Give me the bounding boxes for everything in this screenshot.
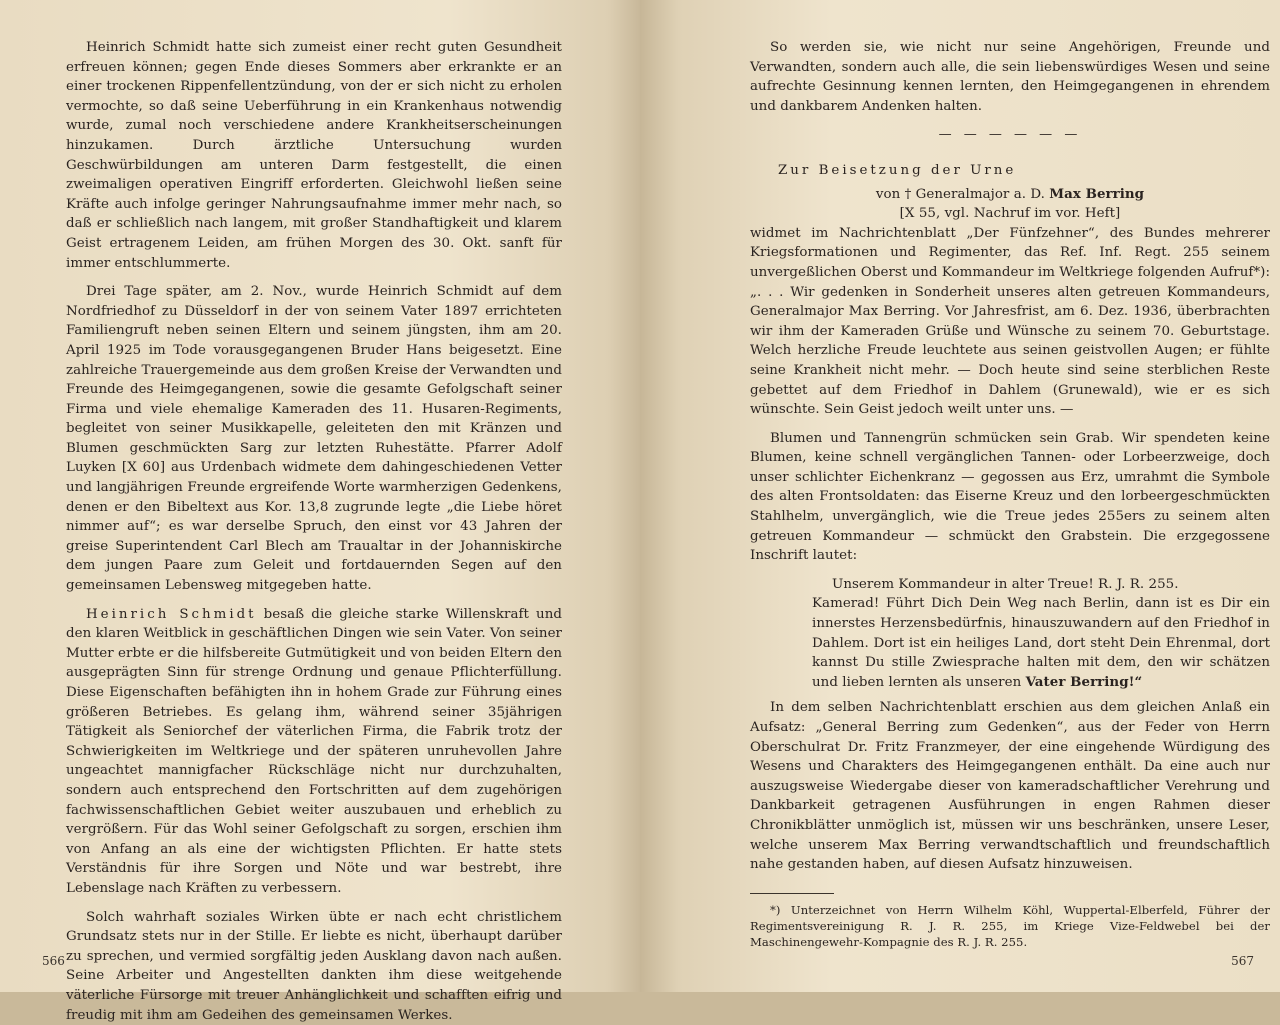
paragraph-body: besaß die gleiche starke Willenskraft und den klaren Weitblick in geschäftlichen Dingen wie sein Vater. Von seiner Mutter erbte er die hilfsbereite Gutmütigkeit und von beiden Eltern den ausgeprägten Sinn für strenge Ordnung und genaue Pflichterfüllung. Diese Eigenschaften befähigten ihn in hohem Grade zur Führung eines größeren Betriebes. Es gelang ihm, während seiner 35jährigen Tätigkeit als Seniorchef der väterlichen Firma, die Fabrik trotz der Schwierigkeiten im Weltkriege und der späteren unruhevollen Jahre ungeachtet mannigfacher Rückschläge nicht nur durchzuhalten, sondern auch entsprechend den Fortschritten auf dem zugehörigen fachwissenschaftlichen Gebiet weiter auszubauen und erheblich zu vergrößern. Für das Wohl seiner Gefolgschaft zu sorgen, erschien ihm von Anfang an als eine der wichtigsten Pflichten. Er hatte stets Verständnis für ihre Sorgen und Nöte und war bestrebt, ihre Lebenslage nach Kräften zu verbessern. xyxy=(66,606,562,896)
quote-bold: Vater Berring!“ xyxy=(1025,673,1143,690)
footnote: *) Unterzeichnet von Herrn Wilhelm Köhl, Wuppertal-Elberfeld, Führer der Regimentsvereinigung R. J. R. 255, im Kriege Vize-Feldwebel bei der Maschinengewehr-Kompagnie des R. J. R. 255. xyxy=(750,902,1270,949)
subhead-reference: [X 55, vgl. Nachruf im vor. Heft] xyxy=(899,206,1121,222)
paragraph xyxy=(66,605,562,899)
quote-line: Unserem Kommandeur in alter Treue! R. J. R. 255. xyxy=(832,576,1179,592)
section-subhead xyxy=(750,185,1270,205)
left-page-text xyxy=(66,38,562,1025)
paragraph: Heinrich Schmidt hatte sich zumeist einer recht guten Gesundheit erfreuen können; gegen Ende dieses Sommers aber erkrankte er an einer trockenen Rippenfellentzündung, von der er sich nicht zu erholen vermochte, so daß seine Ueberführung in ein Krankenhaus notwendig wurde, zumal noch verschiedene andere Krankheitserscheinungen hinzukamen. Durch ärztliche Untersuchung wurden Geschwürbildungen am unteren Darm festgestellt, die einen zweimaligen operativen Eingriff erforderten. Gleichwohl ließen seine Kräfte auch infolge geringer Nahrungsaufnahme immer mehr nach, so daß er schließlich nach langem, mit großer Standhaftigkeit und klarem Geist ertragenem Leiden, am frühen Morgen des 30. Okt. sanft für immer entschlummerte. xyxy=(66,40,562,271)
paragraph: widmet im Nachrichtenblatt „Der Fünfzehner“, des Bundes mehrerer Kriegsformationen und Regimenter, das Ref. Inf. Regt. 255 seinem unvergeßlichen Oberst und Kommandeur im Weltkriege folgenden Aufruf*): „. . . Wir gedenken in Sonderheit unseres alten getreuen Kommandeurs, Generalmajor Max Berring. Vor Jahresfrist, am 6. Dez. 1936, überbrachten wir ihm der Kameraden Grüße und Wünsche zu seinem 70. Geburtstage. Welch herzliche Freude leuchtete aus seinen geistvollen Augen; er fühlte seine Krankheit nicht mehr. — Doch heute sind seine sterblichen Reste gebettet auf dem Friedhof in Dahlem (Grunewald), wie er es sich wünschte. Sein Geist jedoch weilt unter uns. — xyxy=(750,225,1270,418)
right-page xyxy=(640,0,1280,992)
paragraph: In dem selben Nachrichtenblatt erschien aus dem gleichen Anlaß ein Aufsatz: „General Berring zum Gedenken“, aus der Feder von Herrn Oberschulrat Dr. Fritz Franzmeyer, der eine eingehende Würdigung des Wesens und Charakters des Heimgegangenen enthält. Da eine auch nur auszugsweise Wiedergabe dieser von kameradschaftlicher Verehrung und Dankbarkeit getragenen Ausführungen in engen Rahmen dieser Chronikblätter unmöglich ist, müssen wir uns beschränken, unsere Leser, welche unserem Max Berring verwandtschaftlich und freundschaftlich nahe gestanden haben, auf diesen Aufsatz hinzuweisen. xyxy=(750,700,1270,873)
separator-rule: — — — — — — xyxy=(938,127,1082,143)
quote-body xyxy=(812,594,1270,692)
paragraph: Blumen und Tannengrün schmücken sein Grab. Wir spendeten keine Blumen, keine schnell vergänglichen Tannen- oder Lorbeerzweige, doch unser schlichter Eichenkranz — gegossen aus Erz, umrahmt die Symbole des alten Frontsoldaten: das Eiserne Kreuz und den lorbeergeschmückten Stahlhelm, unvergänglich, wie die Treue jedes 255ers zu seinem alten getreuen Kommandeur — schmückt den Grabstein. Die erzgegossene Inschrift lautet: xyxy=(750,430,1270,564)
subhead-prefix: von † Generalmajor a. D. xyxy=(875,186,1045,202)
page-number: 567 xyxy=(1231,954,1254,968)
right-page-text xyxy=(750,38,1270,950)
quote-text: Kamerad! Führt Dich Dein Weg nach Berlin, dann ist es Dir ein innerstes Herzensbedürfnis, hinauszuwandern auf den Friedhof in Dahlem. Dort ist ein heiliges Land, dort steht Dein Ehrenmal, dort kannst Du stille Zwiesprache halten mit dem, den wir schätzen und lieben lernten als unseren xyxy=(812,596,1270,690)
section-heading: Zur Beisetzung der Urne xyxy=(778,162,1017,178)
page-number: 566 xyxy=(42,954,65,968)
left-page xyxy=(0,0,640,1023)
subhead-name: Max Berring xyxy=(1049,185,1145,202)
footnote-rule xyxy=(750,893,834,894)
paragraph: Drei Tage später, am 2. Nov., wurde Heinrich Schmidt auf dem Nordfriedhof zu Düsseldorf in der von seinem Vater 1897 errichteten Familiengruft neben seinen Eltern und seinem jüngsten, ihm am 20. April 1925 im Tode vorausgegangenen Bruder Hans beigesetzt. Eine zahlreiche Trauergemeinde aus dem großen Kreise der Verwandten und Freunde des Heimgegangenen, sowie die gesamte Gefolgschaft seiner Firma und viele ehemalige Kameraden des 11. Husaren-Regiments, begleitet von seiner Musikkapelle, geleiteten den mit Kränzen und Blumen geschmückten Sarg zur letzten Ruhestätte. Pfarrer Adolf Luyken [X 60] aus Urdenbach widmete dem dahingeschiedenen Vetter und langjährigen Freunde ergreifende Worte warmherzigen Gedenkens, denen er den Bibeltext aus Kor. 13,8 zugrunde legte „die Liebe höret nimmer auf“; es war derselbe Spruch, den einst vor 43 Jahren der greise Superintendent Carl Blech am Traualtar in der Johanniskirche dem jungen Paare zum Geleit und fortdauernden Segen auf den gemeinsamen Lebensweg mitgegeben hatte. xyxy=(66,284,562,594)
inscription-quote xyxy=(750,575,1270,693)
paragraph: So werden sie, wie nicht nur seine Angehörigen, Freunde und Verwandten, sondern auch alle, die sein liebenswürdiges Wesen und seine aufrechte Gesinnung kennen lernten, den Heimgegangenen in ehrendem und dankbarem Andenken halten. xyxy=(750,40,1270,114)
name-lead: Heinrich Schmidt xyxy=(86,606,257,622)
paragraph: Solch wahrhaft soziales Wirken übte er nach echt christlichem Grundsatz stets nur in der Stille. Er liebte es nicht, überhaupt darüber zu sprechen, und vermied sorgfältig jeden Ausklang davon nach außen. Seine Arbeiter und Angestellten dankten ihm diese weitgehende väterliche Fürsorge mit treuer Anhänglichkeit und schafften eifrig und freudig mit ihm am Gedeihen des gemeinsamen Werkes. xyxy=(66,909,562,1023)
